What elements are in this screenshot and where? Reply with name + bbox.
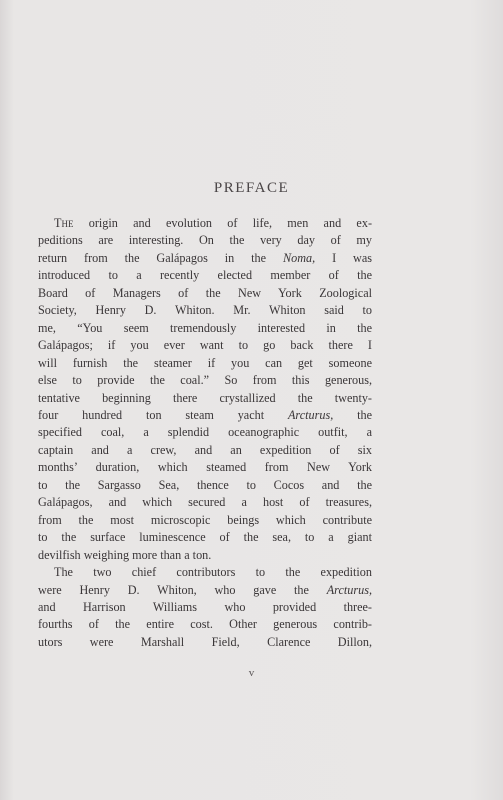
text-line: to the surface luminescence of the sea, to a giant <box>38 530 372 545</box>
text-line: peditions are interesting. On the very day of my <box>38 233 372 248</box>
line-text: the <box>333 407 373 422</box>
line-text: return from the Galápagos in the <box>38 250 283 265</box>
text-line: fourths of the entire cost. Other generous contrib- <box>38 617 372 632</box>
text-line: to the Sargasso Sea, thence to Cocos and the <box>38 477 372 492</box>
text-line: else to provide the coal.” So from this generous, <box>38 373 372 388</box>
text-line: will furnish the steamer if you can get someone <box>38 355 372 370</box>
preface-body <box>38 215 372 651</box>
text-line: months’ duration, which steamed from New York <box>38 460 372 475</box>
text-line: captain and a crew, and an expedition of six <box>38 442 372 457</box>
text-line: tentative beginning there crystallized the twenty- <box>38 390 372 405</box>
ship-name: Arcturus, <box>287 407 334 422</box>
ship-name: Arcturus, <box>326 582 372 597</box>
text-line: Board of Managers of the New York Zoological <box>38 285 372 300</box>
text-line <box>38 250 372 267</box>
line-text: I was <box>315 250 372 265</box>
text-line: devilfish weighing more than a ton. <box>38 547 212 562</box>
text-line <box>38 582 372 599</box>
page-number: v <box>248 667 255 679</box>
text-line <box>38 407 372 424</box>
text-line <box>38 215 372 232</box>
text-line: The two chief contributors to the expedition <box>54 565 372 580</box>
ship-name: Noma, <box>282 250 316 265</box>
text-line: Society, Henry D. Whiton. Mr. Whiton said to <box>38 303 372 318</box>
text-line: me, “You seem tremendously interested in the <box>38 320 372 335</box>
text-line: Galápagos, and which secured a host of treasures, <box>38 495 372 510</box>
line-text: were Henry D. Whiton, who gave the <box>38 582 327 597</box>
text-line: utors were Marshall Field, Clarence Dillon, <box>38 634 372 649</box>
drop-word: The <box>54 216 74 230</box>
text-line: from the most microscopic beings which contribute <box>38 512 372 527</box>
text-line: specified coal, a splendid oceanographic outfit, a <box>38 425 372 440</box>
line-text: four hundred ton steam yacht <box>38 407 288 422</box>
text-line: Galápagos; if you ever want to go back there I <box>38 338 372 353</box>
preface-heading: PREFACE <box>213 180 290 196</box>
text-line: introduced to a recently elected member of the <box>38 268 372 283</box>
line-text: origin and evolution of life, men and ex- <box>73 216 372 230</box>
text-line: and Harrison Williams who provided three- <box>38 599 372 614</box>
